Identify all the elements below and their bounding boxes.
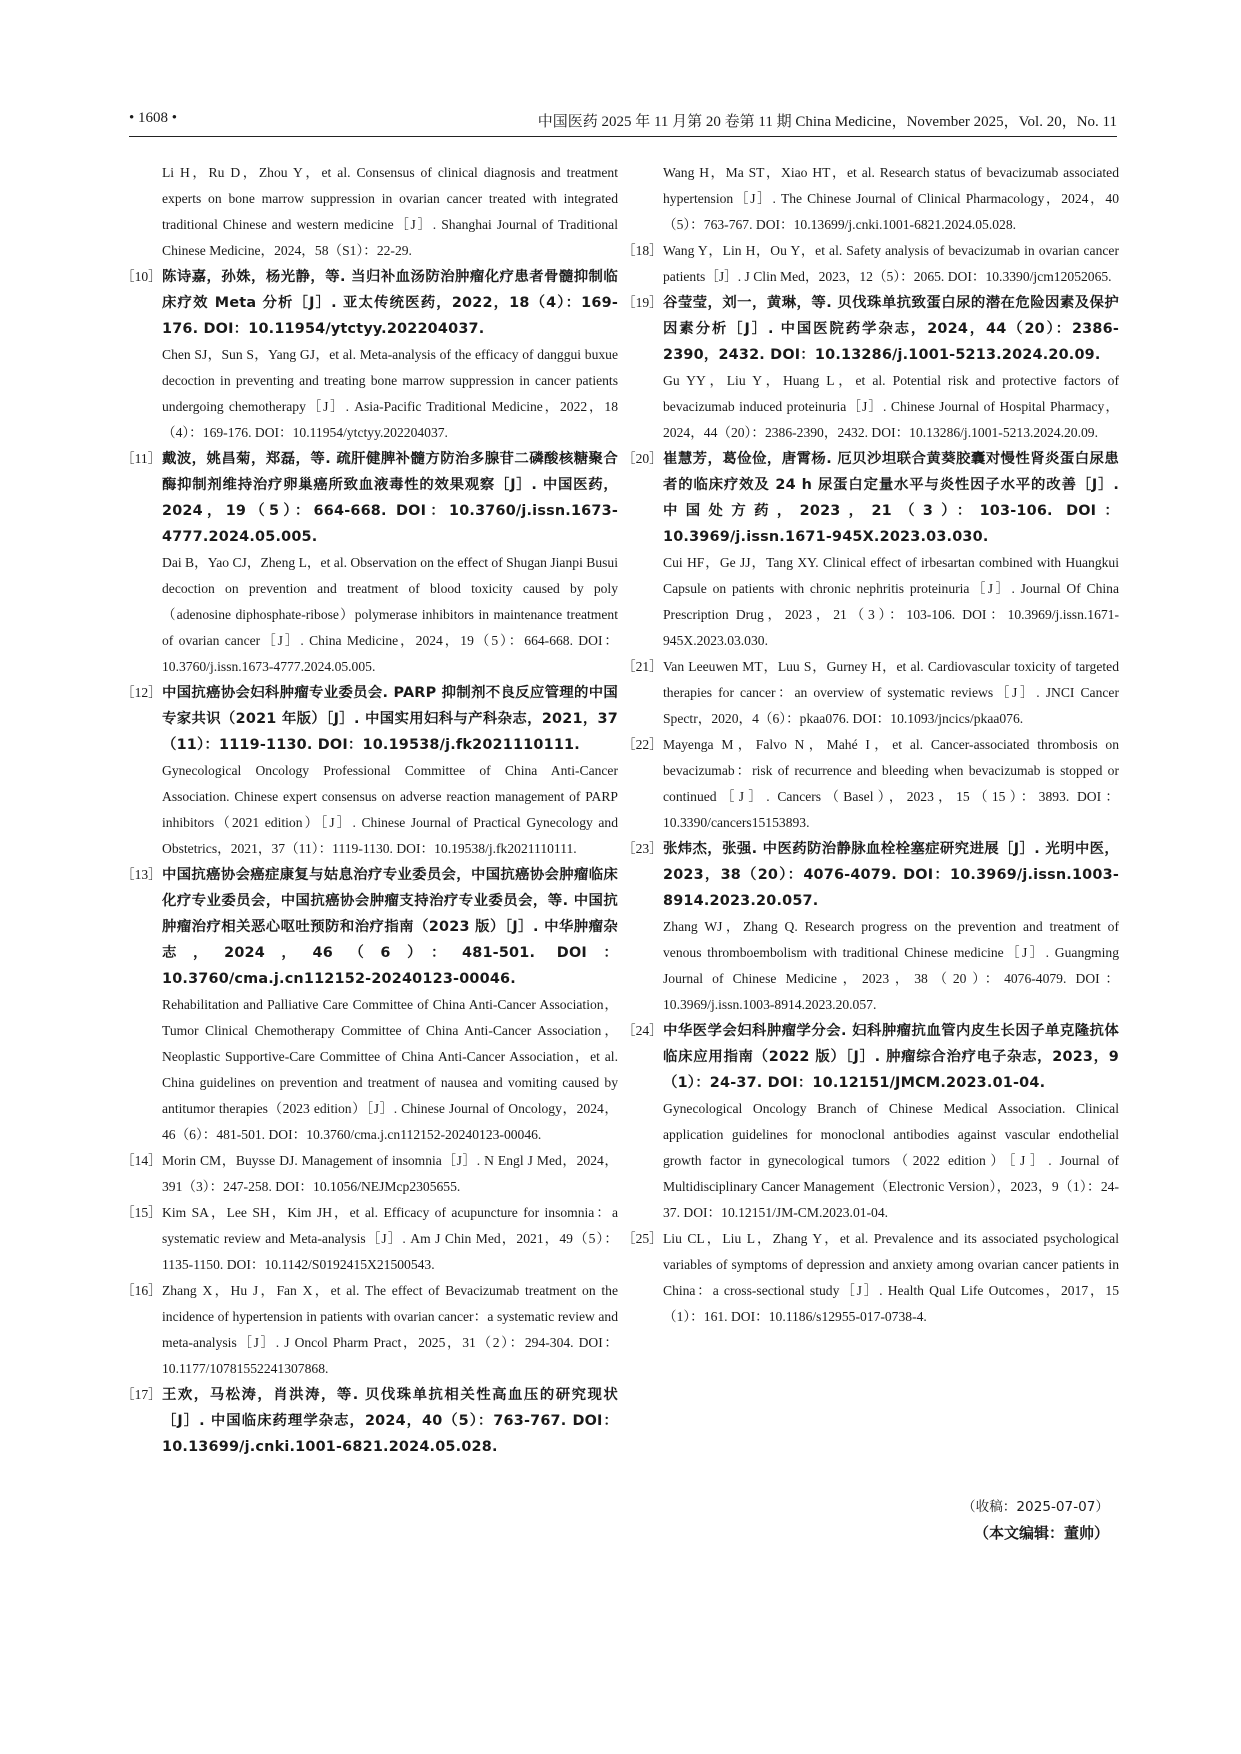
reference-item: [121, 1382, 618, 1460]
reference-english: Kim SA，Lee SH，Kim JH，et al. Efficacy of acupuncture for insomnia：a systematic review and Meta-analysis［J］. Am J Chin Med，2021，49（5）：1135-1150. DOI：10.1142/S0192415X21500543.: [162, 1205, 618, 1272]
reference-list: [622, 238, 1119, 1330]
reference-number: ［16］: [121, 1283, 162, 1298]
reference-english: Dai B，Yao CJ，Zheng L，et al. Observation on the effect of Shugan Jianpi Busui decoction on prevention and treatment of blood toxicity caused by poly（adenosine diphosphate-ribose）polymerase inhibitors in maintenance treatment of ovarian cancer［J］. China Medicine，2024，19（5）：664-668. DOI：10.3760/j.issn.1673-4777.2024.05.005.: [162, 555, 618, 674]
reference-number: ［13］: [121, 867, 162, 882]
reference-item: [622, 290, 1119, 446]
reference-english: Rehabilitation and Palliative Care Committee of China Anti-Cancer Association，Tumor Clinical Chemotherapy Committee of China Anti-Cancer Association，Neoplastic Supportive-Care Committee of China Anti-Cancer Association，et al. China guidelines on prevention and treatment of nausea and vomiting caused by antitumor therapies（2023 edition）［J］. Chinese Journal of Oncology，2024，46（6）：481-501. DOI：10.3760/cma.j.cn112152-20240123-00046.: [162, 997, 618, 1142]
reference-item: [121, 264, 618, 446]
reference-english: Morin CM，Buysse DJ. Management of insomnia［J］. N Engl J Med，2024，391（3）：247-258. DOI：10.1056/NEJMcp2305655.: [162, 1153, 618, 1194]
reference-item: [622, 446, 1119, 654]
left-column: [121, 160, 618, 1460]
reference-item: [622, 836, 1119, 1018]
reference-english: Cui HF，Ge JJ，Tang XY. Clinical effect of irbesartan combined with Huangkui Capsule on patients with chronic nephritis proteinuria［J］. Journal Of China Prescription Drug，2023，21（3）：103-106. DOI：10.3969/j.issn.1671-945X.2023.03.030.: [663, 555, 1119, 648]
reference-number: ［11］: [121, 451, 162, 466]
reference-item: [622, 732, 1119, 836]
reference-chinese: 张炜杰，张强. 中医药防治静脉血栓栓塞症研究进展［J］. 光明中医，2023，38（20）：4076-4079. DOI：10.3969/j.issn.1003-8914.2023.20.057.: [663, 841, 1119, 909]
reference-continuation: [121, 160, 618, 264]
page-number: • 1608 •: [129, 110, 178, 126]
reference-english: Van Leeuwen MT，Luu S，Gurney H，et al. Cardiovascular toxicity of targeted therapies for cancer：an overview of systematic reviews［J］. JNCI Cancer Spectr，2020，4（6）：pkaa076. DOI：10.1093/jncics/pkaa076.: [663, 659, 1119, 726]
reference-chinese: 王欢，马松涛，肖洪涛，等. 贝伐珠单抗相关性高血压的研究现状［J］. 中国临床药理学杂志，2024，40（5）：763-767. DOI：10.13699/j.cnki.1001-6821.2024.05.028.: [162, 1387, 618, 1455]
reference-item: [622, 238, 1119, 290]
page-header: [129, 108, 1117, 137]
reference-english: Wang Y，Lin H，Ou Y，et al. Safety analysis of bevacizumab in ovarian cancer patients［J］. J Clin Med，2023，12（5）：2065. DOI：10.3390/jcm12052065.: [663, 243, 1119, 284]
reference-number: ［21］: [622, 659, 663, 674]
reference-number: ［22］: [622, 737, 663, 752]
reference-item: [121, 1200, 618, 1278]
right-column: [622, 160, 1119, 1330]
reference-english: Li H，Ru D，Zhou Y，et al. Consensus of clinical diagnosis and treatment experts on bone marrow suppression in ovarian cancer treated with integrated traditional Chinese and western medicine［J］. Shanghai Journal of Traditional Chinese Medicine，2024，58（S1）：22-29.: [162, 165, 618, 258]
reference-number: ［20］: [622, 451, 663, 466]
reference-number: ［12］: [121, 685, 162, 700]
reference-item: [121, 680, 618, 862]
reference-number: ［15］: [121, 1205, 162, 1220]
reference-english: Gu YY，Liu Y，Huang L，et al. Potential risk and protective factors of bevacizumab induced proteinuria［J］. Chinese Journal of Hospital Pharmacy，2024，44（20）：2386-2390，2432. DOI：10.13286/j.1001-5213.2024.20.09.: [663, 373, 1119, 440]
reference-english: Mayenga M，Falvo N，Mahé I，et al. Cancer-associated thrombosis on bevacizumab：risk of recurrence and bleeding when bevacizumab is stopped or continued［J］. Cancers（Basel），2023，15（15）：3893. DOI：10.3390/cancers15153893.: [663, 737, 1119, 830]
reference-list: [121, 264, 618, 1460]
reference-english: Zhang X，Hu J，Fan X，et al. The effect of Bevacizumab treatment on the incidence of hypertension in patients with ovarian cancer：a systematic review and meta-analysis［J］. J Oncol Pharm Pract，2025，31（2）：294-304. DOI：10.1177/10781552241307868.: [162, 1283, 618, 1376]
reference-chinese: 中华医学会妇科肿瘤学分会. 妇科肿瘤抗血管内皮生长因子单克隆抗体临床应用指南（2022 版）［J］. 肿瘤综合治疗电子杂志，2023，9（1）：24-37. DOI：10.12151/JMCM.2023.01-04.: [663, 1023, 1119, 1091]
reference-number: ［17］: [121, 1387, 162, 1402]
reference-item: [622, 654, 1119, 732]
reference-item: [121, 1148, 618, 1200]
reference-chinese: 中国抗癌协会妇科肿瘤专业委员会. PARP 抑制剂不良反应管理的中国专家共识（2021 年版）［J］. 中国实用妇科与产科杂志，2021，37（11）：1119-1130. DOI：10.19538/j.fk2021110111.: [162, 685, 618, 753]
reference-number: ［18］: [622, 243, 663, 258]
reference-number: ［23］: [622, 841, 663, 856]
reference-english: Zhang WJ，Zhang Q. Research progress on the prevention and treatment of venous thromboembolism with traditional Chinese medicine［J］. Guangming Journal of Chinese Medicine，2023，38（20）：4076-4079. DOI：10.3969/j.issn.1003-8914.2023.20.057.: [663, 919, 1119, 1012]
reference-item: [121, 862, 618, 1148]
reference-chinese: 崔慧芳，葛俭俭，唐霄杨. 厄贝沙坦联合黄葵胶囊对慢性肾炎蛋白尿患者的临床疗效及 24 h 尿蛋白定量水平与炎性因子水平的改善［J］. 中国处方药，2023，21（3）：103-106. DOI：10.3969/j.issn.1671-945X.2023.03.030.: [663, 451, 1119, 545]
reference-english: Wang H，Ma ST，Xiao HT，et al. Research status of bevacizumab associated hypertension［J］. The Chinese Journal of Clinical Pharmacology，2024，40（5）：763-767. DOI：10.13699/j.cnki.1001-6821.2024.05.028.: [663, 165, 1119, 232]
reference-number: ［25］: [622, 1231, 663, 1246]
reference-chinese: 戴波，姚昌菊，郑磊，等. 疏肝健脾补髓方防治多腺苷二磷酸核糖聚合酶抑制剂维持治疗卵巢癌所致血液毒性的效果观察［J］. 中国医药，2024，19（5）：664-668. DOI：10.3760/j.issn.1673-4777.2024.05.005.: [162, 451, 618, 545]
reference-english: Liu CL，Liu L，Zhang Y，et al. Prevalence and its associated psychological variables of symptoms of depression and anxiety among ovarian cancer patients in China：a cross-sectional study［J］. Health Qual Life Outcomes，2017，15（1）：161. DOI：10.1186/s12955-017-0738-4.: [663, 1231, 1119, 1324]
reference-continuation: [622, 160, 1119, 238]
reference-english: Gynecological Oncology Branch of Chinese Medical Association. Clinical application guidelines for monoclonal antibodies against vascular endothelial growth factor in gynecological tumors（2022 edition）［J］. Journal of Multidisciplinary Cancer Management（Electronic Version），2023，9（1）：24-37. DOI：10.12151/JM-CM.2023.01-04.: [663, 1101, 1119, 1220]
reference-item: [622, 1226, 1119, 1330]
reference-item: [622, 1018, 1119, 1226]
journal-info: 中国医药 2025 年 11 月第 20 卷第 11 期 China Medicine，November 2025，Vol. 20，No. 11: [537, 114, 1117, 130]
reference-chinese: 中国抗癌协会癌症康复与姑息治疗专业委员会，中国抗癌协会肿瘤临床化疗专业委员会，中国抗癌协会肿瘤支持治疗专业委员会，等. 中国抗肿瘤治疗相关恶心呕吐预防和治疗指南（2023 版）［J］. 中华肿瘤杂志，2024，46（6）：481-501. DOI：10.3760/cma.j.cn112152-20240123-00046.: [162, 867, 618, 987]
reference-number: ［24］: [622, 1023, 663, 1038]
reference-english: Gynecological Oncology Professional Committee of China Anti-Cancer Association. Chinese expert consensus on adverse reaction management of PARP inhibitors（2021 edition）［J］. Chinese Journal of Practical Gynecology and Obstetrics，2021，37（11）：1119-1130. DOI：10.19538/j.fk2021110111.: [162, 763, 618, 856]
reference-number: ［10］: [121, 269, 162, 284]
editor-note: （本文编辑：董帅）: [973, 1524, 1109, 1542]
reference-item: [121, 1278, 618, 1382]
reference-number: ［19］: [622, 295, 663, 310]
reference-number: ［14］: [121, 1153, 162, 1168]
received-date: （收稿：2025-07-07）: [962, 1499, 1109, 1515]
reference-english: Chen SJ，Sun S，Yang GJ，et al. Meta-analysis of the efficacy of danggui buxue decoction in preventing and treating bone marrow suppression in cancer patients undergoing chemotherapy［J］. Asia-Pacific Traditional Medicine，2022，18（4）：169-176. DOI：10.11954/ytctyy.202204037.: [162, 347, 618, 440]
reference-chinese: 陈诗嘉，孙姝，杨光静，等. 当归补血汤防治肿瘤化疗患者骨髓抑制临床疗效 Meta 分析［J］. 亚太传统医药，2022，18（4）：169-176. DOI：10.11954/ytctyy.202204037.: [162, 269, 618, 337]
reference-chinese: 谷莹莹，刘一，黄琳，等. 贝伐珠单抗致蛋白尿的潜在危险因素及保护因素分析［J］. 中国医院药学杂志，2024，44（20）：2386-2390，2432. DOI：10.13286/j.1001-5213.2024.20.09.: [663, 295, 1119, 363]
reference-item: [121, 446, 618, 680]
